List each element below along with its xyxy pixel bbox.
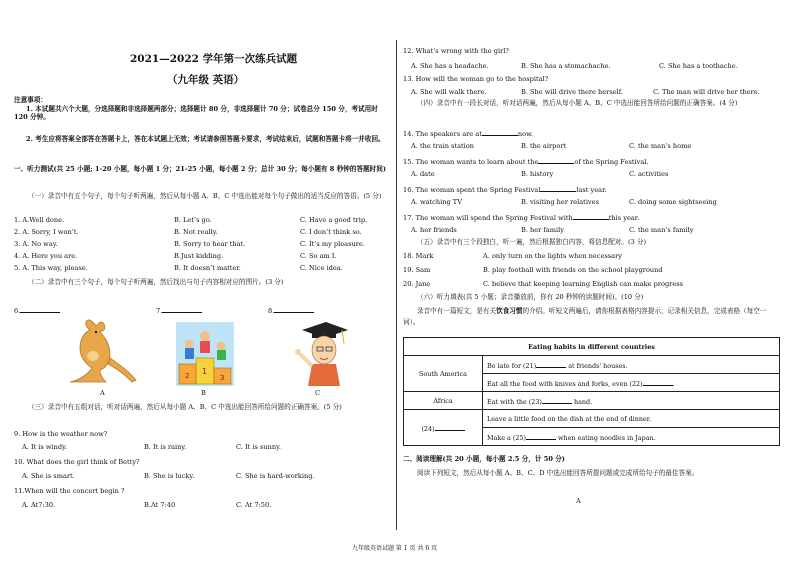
match-name-18: 18. Mark <box>403 252 434 260</box>
q9-option-c: C. It is sunny. <box>236 443 282 451</box>
match-option-c: C. believe that keeping learning English can make progress <box>483 280 684 288</box>
q9-option-a: A. It is windy. <box>22 443 68 451</box>
q10-question: 10. What does the girl think of Betty? <box>14 458 140 466</box>
blank-24[interactable] <box>435 423 465 431</box>
q9-question: 9. How is the weather now? <box>14 430 108 438</box>
svg-text:1: 1 <box>202 367 208 376</box>
q2-option-c: C. I don’t think so. <box>300 228 362 236</box>
page-footer: 九年级英语试题 第 1 页 共 6 页 <box>352 545 438 552</box>
q13-option-c: C. The man will drive her there. <box>653 88 760 96</box>
q4-option-b: B.Just kidding. <box>174 252 224 260</box>
svg-text:2: 2 <box>185 372 190 380</box>
svg-text:3: 3 <box>220 374 225 382</box>
q3-option-b: B. Sorry to hear that. <box>174 240 246 248</box>
cell-africa: Africa <box>404 392 483 410</box>
exam-title: 2021—2022 学年第一次练兵试题 <box>130 53 298 65</box>
q10-option-a: A. She is smart. <box>22 472 75 480</box>
q3-option-a: 3. A. No way. <box>14 240 58 248</box>
q1-option-b: B. Let’s go. <box>174 216 212 224</box>
q17-option-a: A. her friends <box>411 226 457 234</box>
q5-option-c: C. Nice idea. <box>300 264 343 272</box>
q14-option-c: C. the man’s home <box>629 142 692 150</box>
q10-option-c: C. She is hard-working. <box>236 472 315 480</box>
q1-option-c: C. Have a good trip. <box>300 216 368 224</box>
q17-question: 17. The woman will spend the Spring Festival with this year. <box>403 214 640 222</box>
match-option-a: A. only turn on the lights when necessary <box>483 252 622 260</box>
q4-option-a: 4. A. Here you are. <box>14 252 78 260</box>
q2-option-b: B. Not really. <box>174 228 218 236</box>
q12-option-c: C. She has a toothache. <box>659 62 738 70</box>
section5-instructions: （五）录音中有三个段独白，听一遍，然后根据独白内容，将信息配对。(3 分) <box>417 238 647 246</box>
q13-option-b: B. She will drive there herself. <box>521 88 624 96</box>
graduate-image <box>292 318 350 386</box>
section4-instructions: （四）录音中有一段长对话，听对话两遍，然后从每小题 A、B、C 中选出能回答所给问题的正确答案。(4 分) <box>417 99 738 107</box>
pic6-label: 6. <box>14 305 60 315</box>
match-name-20: 20. Jane <box>403 280 431 288</box>
section1-instructions: （一）录音中有五个句子，每个句子听两遍，然后从每小题 A、B、C 中选出能对每个句子做出的适当反应的答语。(5 分) <box>28 192 382 200</box>
q16-option-c: C. doing some sightseeing <box>629 198 717 206</box>
section3-instructions: （三）录音中有五组对话，听对话两遍，然后从每小题 A、B、C 中选出能回答所给问题的正确答案。(5 分) <box>28 403 342 411</box>
q16-option-a: A. watching TV <box>411 198 462 206</box>
q16-option-b: B. visiting her relatives <box>521 198 599 206</box>
notes-heading: 注意事项： <box>14 96 47 104</box>
q17-option-b: B. her family <box>521 226 565 234</box>
q15-option-a: A. date <box>411 170 435 178</box>
blank-25[interactable] <box>526 432 556 440</box>
exam-subtitle: （九年级 英语） <box>167 74 245 86</box>
column-divider <box>396 40 397 530</box>
eating-habits-table <box>403 337 780 446</box>
q11-question: 11.When will the concert begin ? <box>14 487 125 495</box>
part2-instructions: 阅读下列短文，然后从每小题 A、B、C、D 中选出能回答所提问题或完成所给句子的最佳答案。 <box>417 469 699 477</box>
q12-option-a: A. She has a headache. <box>411 62 489 70</box>
q15-question: 15. The woman wants to learn about the of the Spring Festival. <box>403 158 649 166</box>
section6-description: 录音中有一篇短文，是有关饮食习惯的介绍。听短文两遍后，请你根据表格内容提示，记录相关信息，完成表格（每空一词）。 <box>403 307 767 327</box>
pic8-label: 8. <box>268 305 314 315</box>
q5-option-a: 5. A. This way, please. <box>14 264 88 272</box>
section2-instructions: （二）录音中有三个句子，每个句子听两遍，然后找出与句子内容相对应的图片。(3 分) <box>28 278 284 286</box>
q3-option-c: C. It’s my pleasure. <box>300 240 365 248</box>
pic-letter-a: A <box>100 389 105 397</box>
q14-option-b: B. the airport <box>521 142 567 150</box>
q9-option-b: B. It is rainy. <box>144 443 187 451</box>
blank-21[interactable] <box>536 360 566 368</box>
part2-heading: 二、阅读理解(共 20 小题，每小题 2.5 分，计 50 分) <box>403 455 565 463</box>
kangaroo-image <box>66 318 138 386</box>
cell-row3: Eat with the (23) hand. <box>483 392 780 410</box>
notes-item-2: 2. 考生应将答案全部答在答题卡上，答在本试题上无效；考试请参照答题卡要求，考试结束后，试题和答题卡将一并收回。 <box>26 135 385 143</box>
q15-option-c: C. activities <box>629 170 669 178</box>
cell-row2: Eat all the food with knives and forks, even (22) . <box>483 374 780 392</box>
q11-option-c: C. At 7:50. <box>236 501 272 509</box>
q16-question: 16. The woman spent the Spring Festival last year. <box>403 186 607 194</box>
q13-question: 13. How will the woman go to the hospital? <box>403 75 549 83</box>
q2-option-a: 2. A. Sorry, I won’t. <box>14 228 79 236</box>
q13-option-a: A. She will walk there. <box>411 88 487 96</box>
cell-row1: Be late for (21) at friends' houses. <box>483 356 780 374</box>
match-name-19: 19. Sam <box>403 266 431 274</box>
cell-row4: Leave a little food on the dish at the end of dinner. <box>483 410 780 428</box>
q15-option-b: B. history <box>521 170 554 178</box>
pic-letter-b: B <box>201 389 206 397</box>
section6-instructions: （六）听力填表(共 5 小题；录音播放前，你有 20 秒钟的读题时间)。(10 分) <box>417 293 644 301</box>
q5-option-b: B. It doesn’t matter. <box>174 264 241 272</box>
q14-option-a: A. the train station <box>411 142 474 150</box>
cell-south-america: South America <box>404 356 483 392</box>
pic7-label: 7. <box>156 305 202 315</box>
q17-option-c: C. the man’s family <box>629 226 694 234</box>
podium-image <box>176 322 234 386</box>
notes-item-1: 1. 本试题共六个大题，分选择题和非选择题两部分；选择题计 80 分，非选择题计 70 分；试卷总分 150 分，考试用时 120 分钟。 <box>14 105 378 122</box>
q12-option-b: B. She has a stomachache. <box>521 62 611 70</box>
table-caption: Eating habits in different countries <box>404 338 780 356</box>
passage-label: A <box>576 497 581 505</box>
blank-22[interactable] <box>643 378 673 386</box>
q11-option-b: B.At 7:40 <box>144 501 176 509</box>
q12-question: 12. What’s wrong with the girl? <box>403 47 509 55</box>
q4-option-c: C. So am I. <box>300 252 337 260</box>
q11-option-a: A. At7:30. <box>22 501 56 509</box>
q14-question: 14. The speakers are at now. <box>403 130 534 138</box>
part1-heading: 一、听力测试(共 25 小题; 1-20 小题，每小题 1 分；21-25 小题，每小题 2 分；总计 30 分；每小题有 8 秒钟的答题时间) <box>14 165 386 173</box>
q10-option-b: B. She is lucky. <box>144 472 195 480</box>
blank-23[interactable] <box>542 396 572 404</box>
match-option-b: B. play football with friends on the school playground <box>483 266 663 274</box>
pic-letter-c: C <box>315 389 321 397</box>
q1-option-a: 1. A.Well done. <box>14 216 65 224</box>
cell-24: (24) <box>404 410 483 446</box>
cell-row5: Make a (25) when eating noodles in Japan. <box>483 428 780 446</box>
